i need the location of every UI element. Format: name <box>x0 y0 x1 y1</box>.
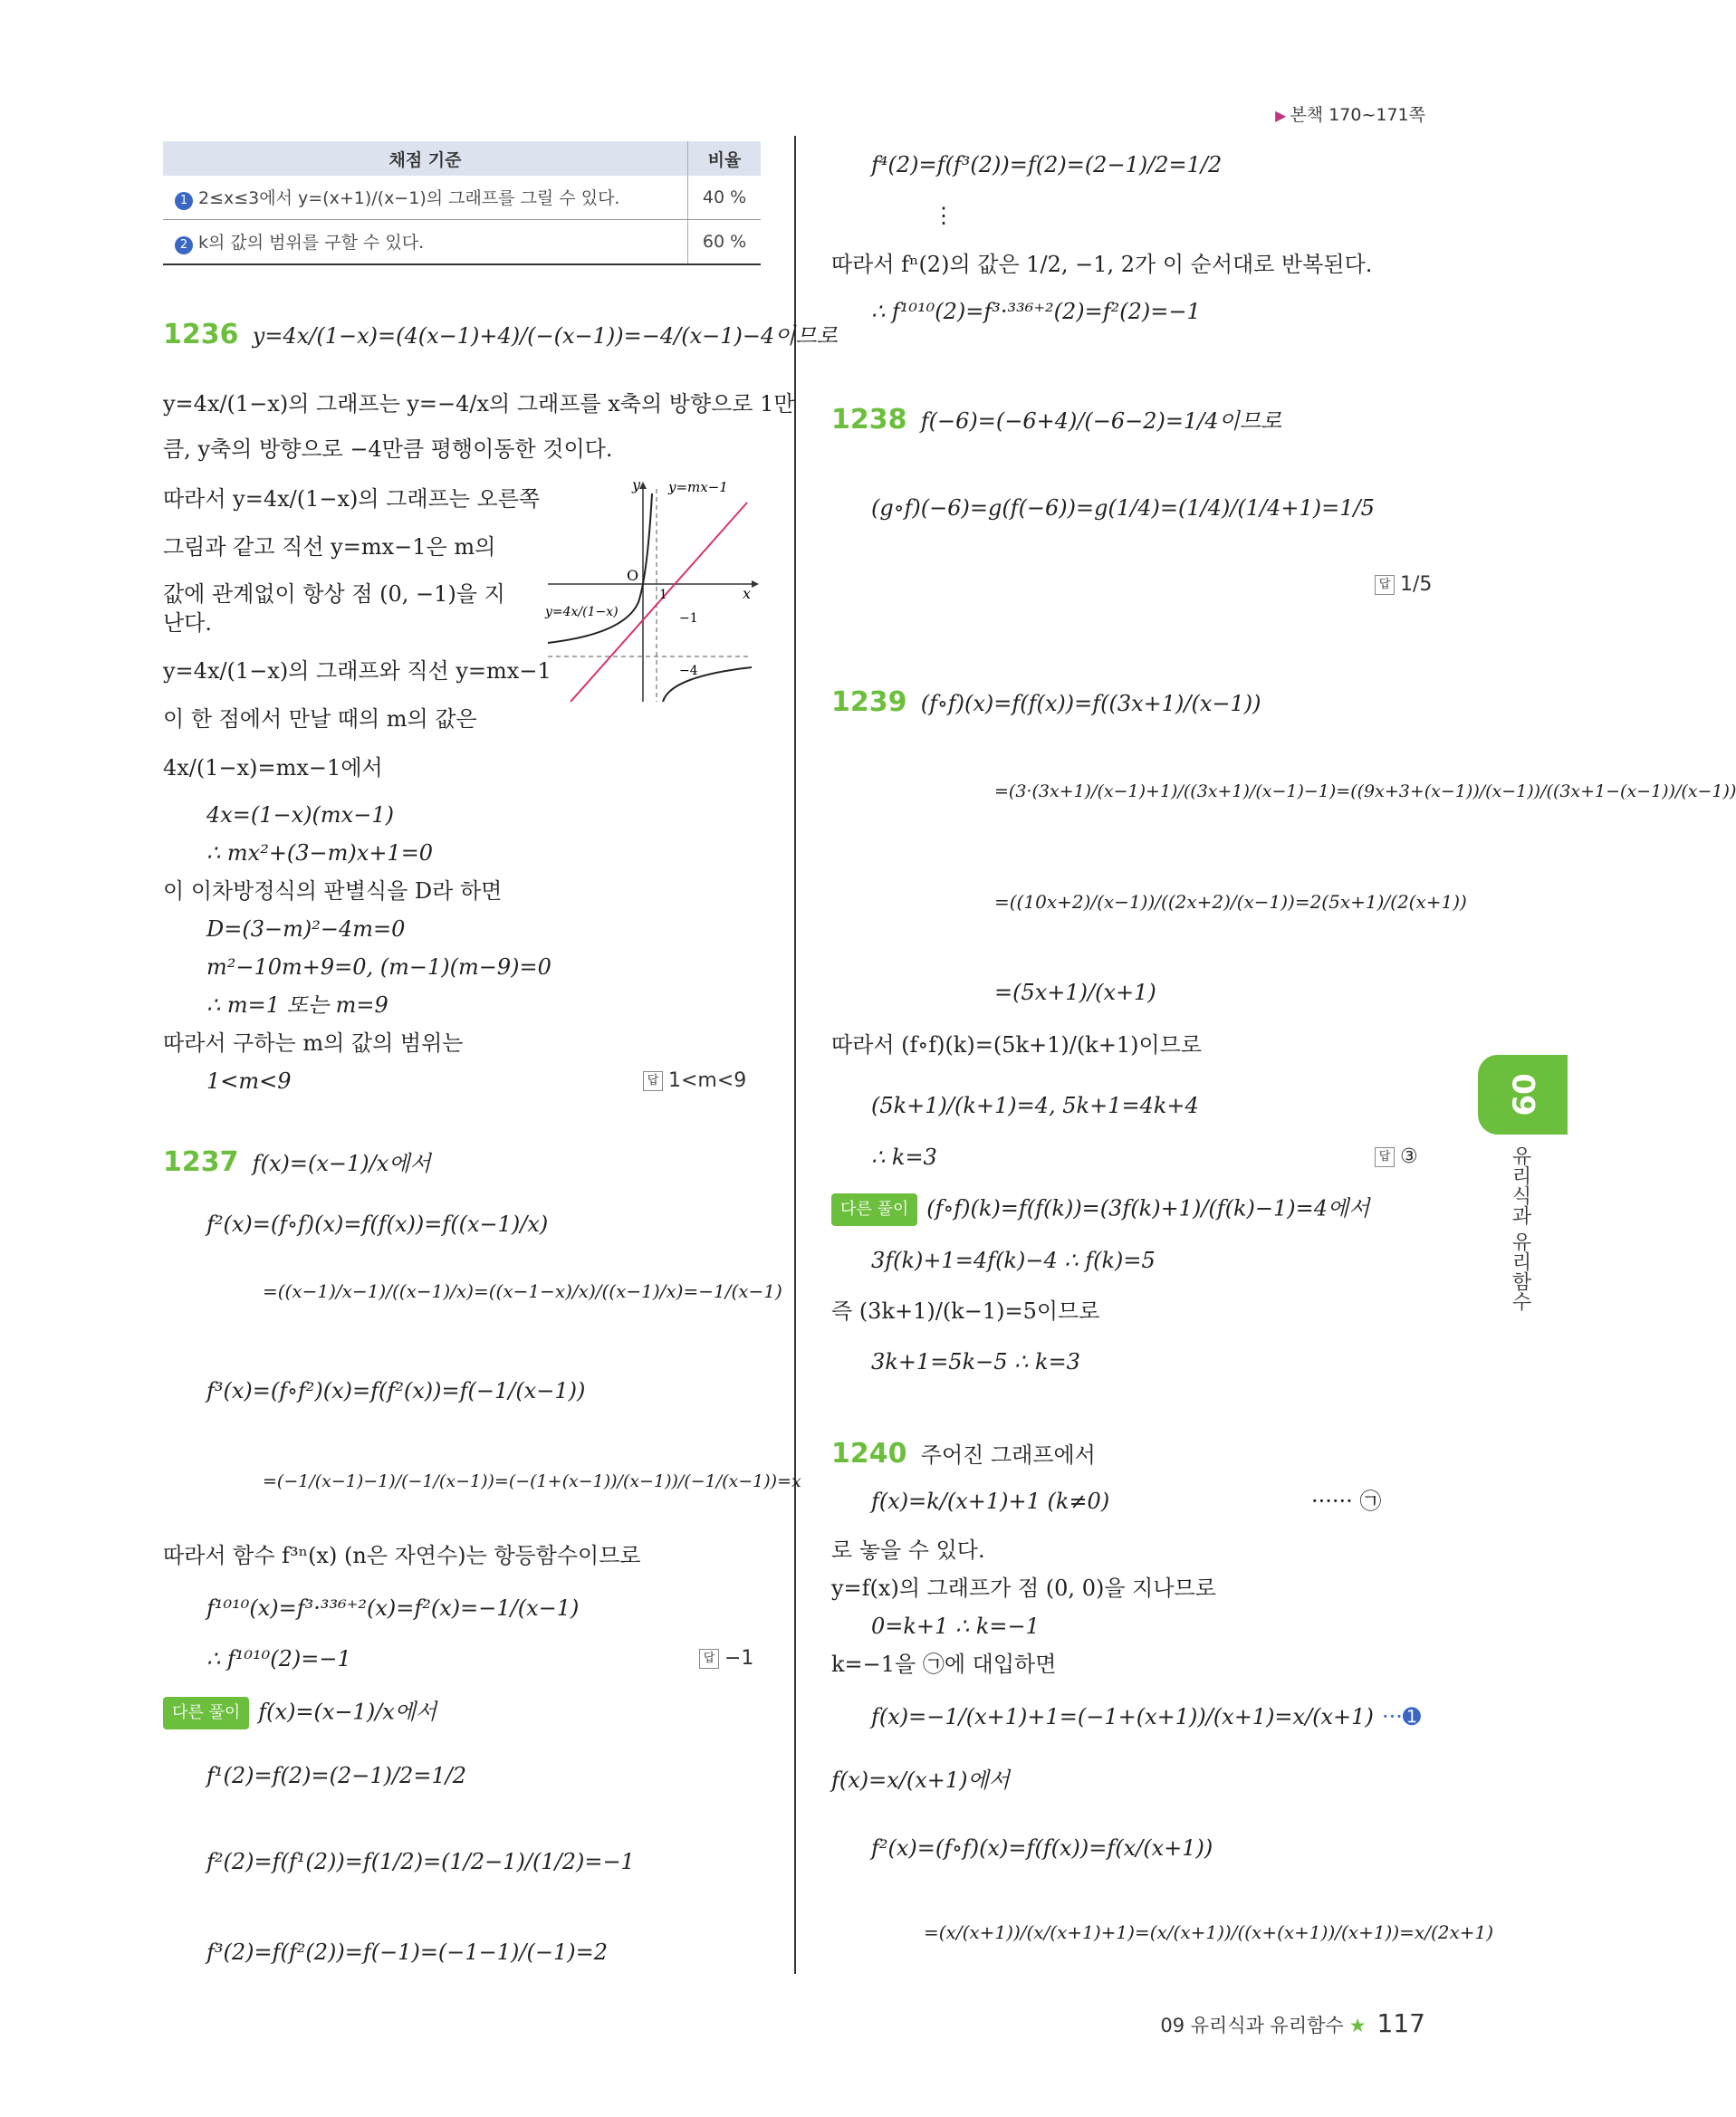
solution-line: ∴ f¹⁰¹⁰(2)=−1 <box>206 1646 351 1672</box>
solution-line: 3f(k)+1=4f(k)−4 ∴ f(k)=5 <box>871 1248 1156 1273</box>
solution-line: =(3·(3x+1)/(x−1)+1)/((3x+1)/(x−1)−1)=((9x+3+(x−1))/(x−1))/((3x+1−(x−1))/(x−1)) <box>994 781 1736 801</box>
solution-line: 이 한 점에서 만날 때의 m의 값은 <box>163 706 477 732</box>
problem-number: 1239 <box>831 686 907 718</box>
tick-label: −4 <box>679 664 698 678</box>
problem-number: 1238 <box>831 404 907 436</box>
solution-line: 그림과 같고 직선 y=mx−1은 m의 <box>163 534 496 560</box>
solution-line: D=(3−m)²−4m=0 <box>206 916 406 942</box>
page-footer <box>1160 2008 1425 2038</box>
solution-line: f(x)=(x−1)/x에서 <box>258 1699 437 1725</box>
table-row <box>163 220 761 265</box>
solution-line: k=−1을 ㉠에 대입하면 <box>831 1652 1057 1677</box>
solution-line: f²(2)=f(f¹(2))=f(1/2)=(1/2−1)/(1/2)=−1 <box>206 1849 635 1874</box>
tick-label: −1 <box>679 611 698 626</box>
solution-line: m²−10m+9=0, (m−1)(m−9)=0 <box>206 954 551 980</box>
criteria-text: k의 값의 범위를 구할 수 있다. <box>198 233 425 253</box>
solution-line: 값에 관계없이 항상 점 (0, −1)을 지 <box>163 581 505 607</box>
solution-line: 큼, y축의 방향으로 −4만큼 평행이동한 것이다. <box>163 436 613 462</box>
chapter-tab: 09 <box>1478 1055 1568 1135</box>
solution-line: 따라서 y=4x/(1−x)의 그래프는 오른쪽 <box>163 486 541 512</box>
scoring-table <box>163 141 761 265</box>
star-icon: ★ <box>1348 2015 1367 2036</box>
chapter-side-title: 유리식과 유리함수 <box>1509 1145 1531 1311</box>
solution-line: (g∘f)(−6)=g(f(−6))=g(1/4)=(1/4)/(1/4+1)=1/5 <box>871 495 1375 521</box>
solution-line: (5k+1)/(k+1)=4, 5k+1=4k+4 <box>871 1093 1199 1118</box>
criteria-text: 2≤x≤3에서 y=(x+1)/(x−1)의 그래프를 그릴 수 있다. <box>198 188 620 208</box>
solution-line: ∴ k=3 <box>871 1145 937 1170</box>
ratio-value: 60 % <box>688 220 762 265</box>
answer-mark: 답 <box>699 1649 719 1669</box>
solution-line: 이 이차방정식의 판별식을 D라 하면 <box>163 878 503 904</box>
solution-line: f²(x)=(f∘f)(x)=f(f(x))=f((x−1)/x) <box>206 1212 549 1237</box>
solution-line: f¹⁰¹⁰(x)=f³·³³⁶⁺²(x)=f²(x)=−1/(x−1) <box>206 1595 580 1621</box>
table-row <box>163 176 761 220</box>
solution-line: =(−1/(x−1)−1)/(−1/(x−1))=(−(1+(x−1))/(x−1))/(−1/(x−1))=x <box>263 1471 801 1491</box>
solution-line: 로 놓을 수 있다. <box>831 1537 985 1563</box>
x-axis-label: x <box>743 585 752 602</box>
answer-mark: 답 <box>1375 1147 1395 1167</box>
solution-line: 0=k+1 ∴ k=−1 <box>871 1614 1040 1639</box>
answer: 답 −1 <box>699 1644 753 1673</box>
solution-line: f(−6)=(−6+4)/(−6−2)=1/4이므로 <box>920 408 1282 434</box>
problem-number: 1237 <box>163 1146 239 1178</box>
footer-chapter: 09 유리식과 유리함수 <box>1160 2015 1344 2036</box>
solution-line: ∴ m=1 또는 m=9 <box>206 992 388 1018</box>
solution-line: y=4x/(1−x)=(4(x−1)+4)/(−(x−1))=−4/(x−1)−4이므로 <box>252 323 838 349</box>
solution-line: 난다. <box>163 610 212 636</box>
solution-line: =(x/(x+1))/(x/(x+1)+1)=(x/(x+1))/((x+(x+1))/(x+1))=x/(2x+1) <box>924 1921 1494 1943</box>
answer: 답 1<m<9 <box>643 1067 746 1096</box>
solution-line: f³(x)=(f∘f²)(x)=f(f²(x))=f(−1/(x−1)) <box>206 1378 586 1403</box>
answer: 답 1/5 <box>1375 570 1432 599</box>
solution-line: f(x)=−1/(x+1)+1=(−1+(x+1))/(x+1)=x/(x+1) <box>871 1704 1374 1729</box>
solution-line: ⋮ <box>933 203 954 228</box>
origin-label: O <box>627 567 639 584</box>
solution-line: ∴ f¹⁰¹⁰(2)=f³·³³⁶⁺²(2)=f²(2)=−1 <box>871 299 1201 324</box>
problem-number: 1240 <box>831 1438 907 1470</box>
problem-number: 1236 <box>163 319 239 350</box>
solution-line: 4x/(1−x)=mx−1에서 <box>163 755 383 781</box>
step-marker: ···➊ <box>1382 1704 1421 1729</box>
solution-line: f(x)=(x−1)/x에서 <box>252 1151 431 1176</box>
line-label: y=mx−1 <box>668 479 728 495</box>
curve-label: y=4x/(1−x) <box>545 605 619 619</box>
solution-line: y=f(x)의 그래프가 점 (0, 0)을 지나므로 <box>831 1576 1216 1601</box>
solution-line: 즉 (3k+1)/(k−1)=5이므로 <box>831 1298 1100 1324</box>
solution-line: 따라서 함수 f³ⁿ(x) (n은 자연수)는 항등함수이므로 <box>163 1543 641 1568</box>
solution-line: y=4x/(1−x)의 그래프는 y=−4/x의 그래프를 x축의 방향으로 1만 <box>163 391 795 417</box>
rational-function-graph <box>543 475 761 706</box>
answer: 답 ③ <box>1375 1143 1418 1172</box>
alt-solution-badge: 다른 풀이 <box>163 1697 249 1729</box>
solution-line: y=4x/(1−x)의 그래프와 직선 y=mx−1 <box>163 658 551 684</box>
solution-line: =((10x+2)/(x−1))/((2x+2)/(x−1))=2(5x+1)/(2(x+1)) <box>994 891 1467 913</box>
alt-solution-badge: 다른 풀이 <box>831 1193 917 1226</box>
ratio-header: 비율 <box>688 141 762 176</box>
page-reference: ▶ 본책 170~171쪽 <box>1275 105 1425 125</box>
solution-line: 4x=(1−x)(mx−1) <box>206 802 394 828</box>
solution-line: 주어진 그래프에서 <box>920 1442 1096 1468</box>
step-badge: 1 <box>175 192 193 210</box>
tick-label: 1 <box>659 588 667 602</box>
solution-line: 따라서 구하는 m의 값의 범위는 <box>163 1030 464 1056</box>
solution-line: f²(x)=(f∘f)(x)=f(f(x))=f(x/(x+1)) <box>871 1835 1213 1861</box>
solution-line: =(5x+1)/(x+1) <box>994 980 1156 1005</box>
criteria-header: 채점 기준 <box>163 141 688 176</box>
answer-mark: 답 <box>1375 575 1395 595</box>
solution-line: 3k+1=5k−5 ∴ k=3 <box>871 1349 1080 1375</box>
answer-mark: 답 <box>643 1071 663 1091</box>
solution-line: f(x)=k/(x+1)+1 (k≠0) <box>871 1489 1110 1514</box>
solution-line: =((x−1)/x−1)/((x−1)/x)=((x−1−x)/x)/((x−1)/x)=−1/(x−1) <box>263 1280 782 1302</box>
step-badge: 2 <box>175 236 193 254</box>
solution-line: 1<m<9 <box>206 1068 292 1094</box>
y-axis-label: y <box>632 476 641 493</box>
solution-line: 따라서 (f∘f)(k)=(5k+1)/(k+1)이므로 <box>831 1032 1203 1058</box>
solution-line: f⁴(2)=f(f³(2))=f(2)=(2−1)/2=1/2 <box>871 152 1223 177</box>
solution-line: f³(2)=f(f²(2))=f(−1)=(−1−1)/(−1)=2 <box>206 1940 608 1965</box>
solution-line: f(x)=x/(x+1)에서 <box>831 1767 1010 1793</box>
solution-line: (f∘f)(x)=f(f(x))=f((3x+1)/(x−1)) <box>920 691 1261 716</box>
equation-marker: ······ ㉠ <box>1311 1489 1382 1514</box>
solution-line: 따라서 fⁿ(2)의 값은 1/2, −1, 2가 이 순서대로 반복된다. <box>831 252 1373 277</box>
solution-line: ∴ mx²+(3−m)x+1=0 <box>206 840 434 866</box>
page-number: 117 <box>1376 2008 1425 2038</box>
solution-line: f¹(2)=f(2)=(2−1)/2=1/2 <box>206 1763 467 1788</box>
ratio-value: 40 % <box>688 176 762 220</box>
solution-line: (f∘f)(k)=f(f(k))=(3f(k)+1)/(f(k)−1)=4에서 <box>926 1195 1370 1221</box>
